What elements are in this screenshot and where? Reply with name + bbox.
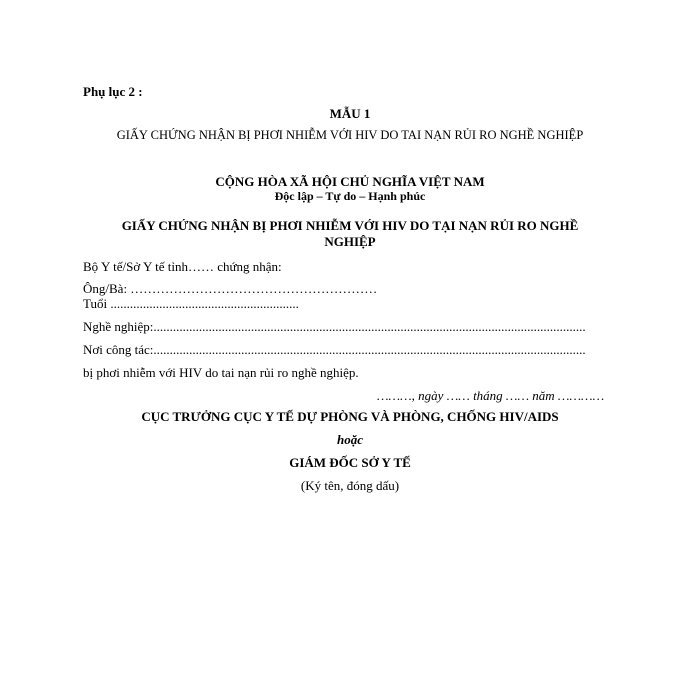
age-line: Tuổi .......................................................... — [83, 296, 299, 311]
signature-note: (Ký tên, đóng dấu) — [300, 478, 400, 493]
signer-title-primary: CỤC TRƯỞNG CỤC Y TẾ DỰ PHÒNG VÀ PHÒNG, CHỐNG HIV/AIDS — [141, 409, 559, 424]
occupation-line: Nghề nghiệp:..................................................................................................................................... — [83, 319, 586, 334]
signer-title-secondary: GIÁM ĐỐC SỞ Y TẾ — [289, 455, 411, 470]
form-number: MẪU 1 — [329, 106, 371, 121]
certificate-title: GIẤY CHỨNG NHẬN BỊ PHƠI NHIỄM VỚI HIV DO TẠI NẠN RỦI RO NGHỀ NGHIỆP — [121, 218, 579, 249]
national-motto: Độc lập – Tự do – Hạnh phúc — [274, 189, 426, 203]
issuer-line: Bộ Y tế/Sở Y tế tỉnh…… chứng nhận: — [83, 259, 282, 274]
country-name: CỘNG HÒA XÃ HỘI CHỦ NGHĨA VIỆT NAM — [215, 174, 485, 189]
date-line: ………, ngày …… tháng …… năm ………… — [377, 388, 605, 403]
or-label: hoặc — [337, 432, 363, 447]
form-caption: GIẤY CHỨNG NHẬN BỊ PHƠI NHIỄM VỚI HIV DO TAI NẠN RỦI RO NGHỀ NGHIỆP — [116, 128, 584, 142]
appendix-label: Phụ lục 2 : — [83, 84, 143, 99]
workplace-line: Nơi công tác:..................................................................................................................................... — [83, 342, 586, 357]
name-line: Ông/Bà: ………………………………………………… — [83, 281, 378, 296]
exposure-statement: bị phơi nhiễm với HIV do tai nạn rủi ro nghề nghiệp. — [83, 365, 359, 380]
